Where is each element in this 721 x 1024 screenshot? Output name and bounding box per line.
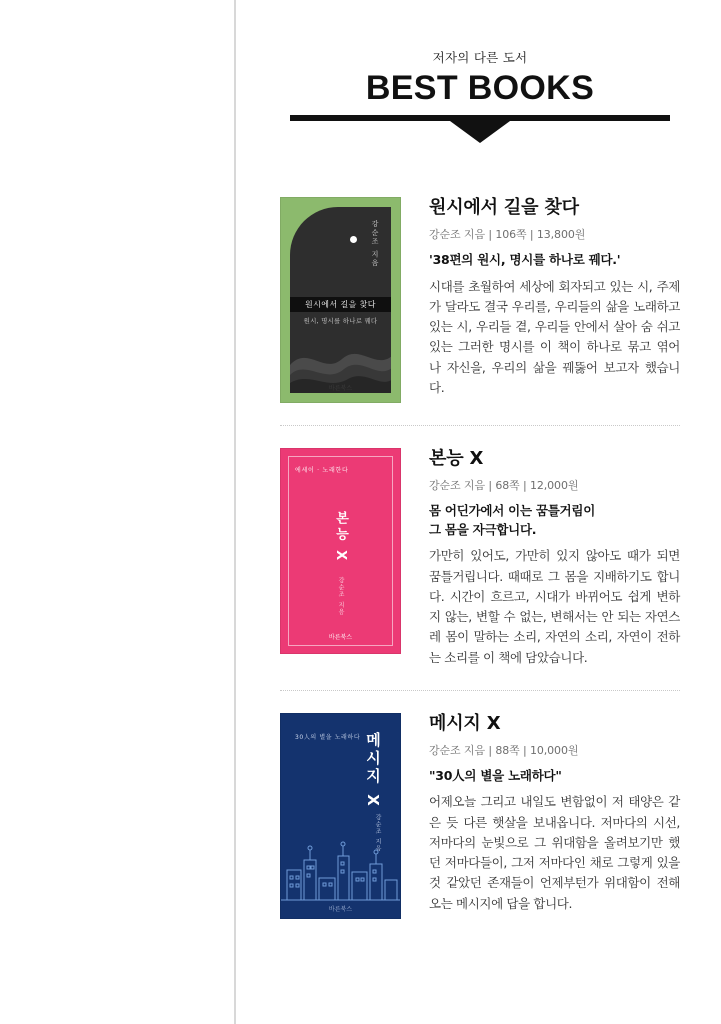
- book-description: 어제오늘 그리고 내일도 변함없이 저 태양은 같은 듯 다른 햇살을 보내옵니다. 저마다의 시선, 저마다의 눈빛으로 그 위대함을 올려보기만 했던 저마다들이, 그저 저마다인 채로 그렇게 있을 것 같았던 존재들이 언제부턴가 위대함이 전해오는 메시지에 답을 합니다.: [429, 794, 680, 911]
- book-info: [405, 713, 680, 919]
- book-entry: [280, 713, 680, 919]
- book-title: 본능 X: [429, 448, 484, 470]
- book-title: 원시에서 길을 찾다: [429, 197, 579, 219]
- cover-vertical-author: 강순조 지음: [371, 220, 379, 269]
- cover-top-text: 에세이 · 노래한다: [295, 467, 349, 475]
- cover-publisher: 바른북스: [328, 385, 353, 393]
- book-meta: 강순조 지음 | 106쪽 | 13,800원: [429, 227, 586, 241]
- book-info: [405, 197, 680, 403]
- book-description: 가만히 있어도, 가만히 있지 않아도 때가 되면 꿈틀거립니다. 때때로 그 몸을 지배하기도 합니다. 시간이 흐르고, 시대가 바뀌어도 쉽게 변하지 않는, 변할 수 없는, 변해서는 안 되는 자연스레 몸이 말하는 소리, 자연의 소리, 자연이 전하는 소리를 이 책에 담았습니다.: [429, 548, 680, 665]
- book-info: [405, 448, 680, 668]
- cover-subtitle: 원시, 명시를 하나로 꿰다: [303, 317, 378, 326]
- book-entry: [280, 448, 680, 668]
- book-description: 시대를 초월하여 세상에 회자되고 있는 시, 주제가 달라도 결국 우리를, 우리들의 삶을 노래하고 있는 시, 우리들 곁, 우리들 안에서 살아 숨 쉬고 있는 그러한 명시를 이 책이 하나로 묶고 엮어 나 자신을, 우리의 삶을 꿰뚫어 보고자 했습니다.: [429, 278, 680, 395]
- cover-vertical-author: 강순조 지음: [337, 577, 344, 617]
- page-left-rule: [234, 0, 236, 1024]
- best-books-page: [280, 0, 680, 1024]
- header-spacer: [280, 143, 680, 197]
- book-meta: 강순조 지음 | 68쪽 | 12,000원: [429, 478, 579, 492]
- entry-gap: [280, 668, 680, 690]
- book-entry: [280, 197, 680, 403]
- cover-top-text: 30人의 별을 노래하다: [295, 733, 361, 741]
- book-tagline-line1: 몸 어딘가에서 이는 꿈틀거림이: [429, 502, 596, 518]
- header-chevron-icon: [290, 121, 670, 143]
- book-meta: 강순조 지음 | 88쪽 | 10,000원: [429, 743, 579, 757]
- entry-gap: [280, 691, 680, 713]
- book-tagline: "30人의 별을 노래하다": [429, 767, 562, 783]
- book-cover-figure: [280, 448, 405, 668]
- cover-publisher: 바른북스: [328, 634, 353, 642]
- header-kicker: 저자의 다른 도서: [432, 50, 528, 65]
- book-cover-image-1: [280, 197, 401, 403]
- entry-gap: [280, 403, 680, 425]
- cover-publisher: 바른북스: [328, 905, 353, 913]
- book-cover-image-2: [280, 448, 401, 654]
- cover-vertical-title: 메시지 X: [364, 731, 382, 809]
- book-cover-image-3: [280, 713, 401, 919]
- book-cover-figure: [280, 197, 405, 403]
- cover-city-graphic: [281, 836, 400, 902]
- page-title: BEST BOOKS: [365, 69, 595, 107]
- book-cover-figure: [280, 713, 405, 919]
- book-title: 메시지 X: [429, 712, 501, 734]
- page-header: [280, 0, 680, 143]
- entry-gap: [280, 426, 680, 448]
- book-tagline: '38편의 원시, 명시를 하나로 꿰다.': [429, 251, 621, 267]
- cover-vertical-title: 본능 X: [333, 511, 348, 564]
- cover-vertical-author: 강순조 지음: [374, 813, 381, 853]
- book-tagline-line2: 그 몸을 자극합니다.: [429, 521, 537, 537]
- cover-title-band: 원시에서 길을 찾다: [290, 297, 391, 312]
